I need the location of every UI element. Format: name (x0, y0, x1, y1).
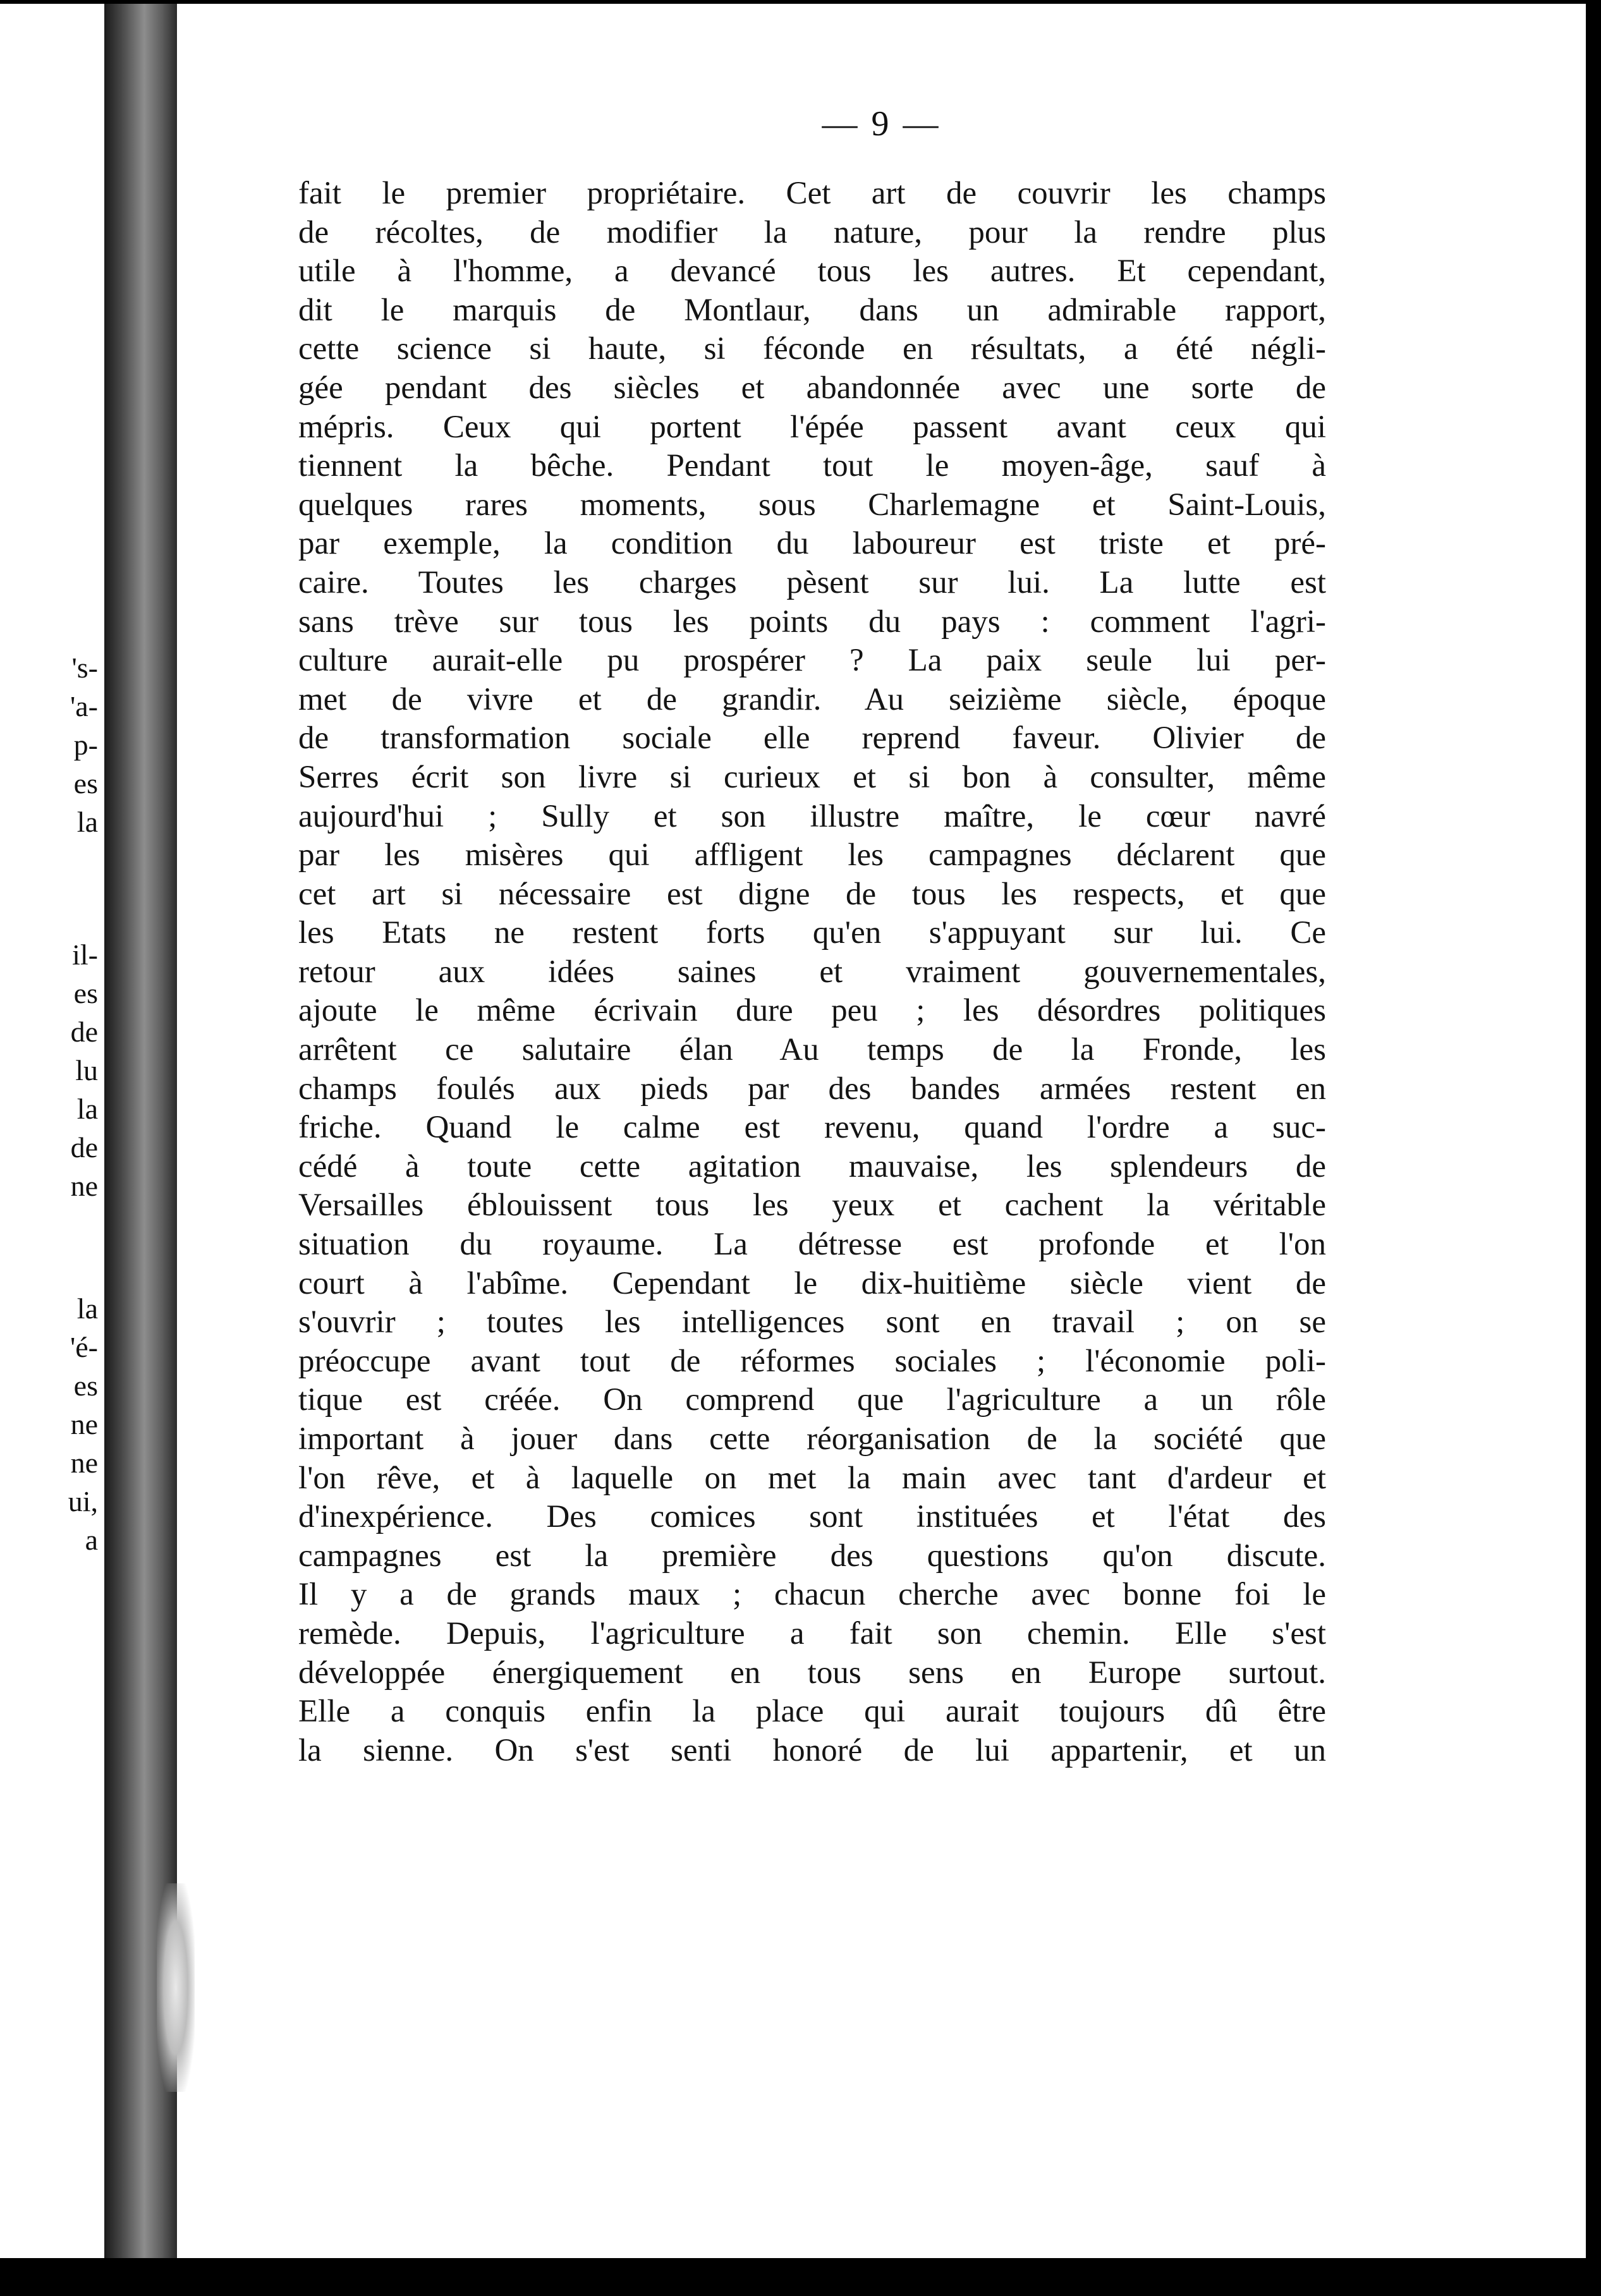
text-line: préoccupe avant tout de réformes sociales ; l'économie poli- (298, 1343, 1326, 1379)
text-line: la sienne. On s'est senti honoré de lui appartenir, et un (298, 1732, 1326, 1768)
facing-line: es (73, 767, 98, 799)
text-line: aujourd'hui ; Sully et son illustre maître, le cœur navré (298, 798, 1326, 834)
facing-line: es (73, 977, 98, 1009)
text-line: friche. Quand le calme est revenu, quand l'ordre a suc- (298, 1110, 1326, 1146)
scan-frame-top (0, 0, 1601, 4)
text-line: les Etats ne restent forts qu'en s'appuyant sur lui. Ce (298, 915, 1326, 951)
text-line: Versailles éblouissent tous les yeux et cachent la véritable (298, 1187, 1326, 1224)
text-line: de transformation sociale elle reprend faveur. Olivier de (298, 720, 1326, 756)
facing-line: la (76, 1093, 98, 1125)
text-line: développée énergiquement en tous sens en Europe surtout. (298, 1655, 1326, 1691)
facing-line: p- (73, 729, 98, 761)
text-line: arrêtent ce salutaire élan Au temps de la Fronde, les (298, 1032, 1326, 1068)
text-line: tiennent la bêche. Pendant tout le moyen-âge, sauf à (298, 448, 1326, 484)
text-line: de récoltes, de modifier la nature, pour la rendre plus (298, 214, 1326, 250)
text-line: sans trève sur tous les points du pays : comment l'agri- (298, 604, 1326, 640)
text-line: Elle a conquis enfin la place qui aurait toujours dû être (298, 1694, 1326, 1730)
text-line: l'on rêve, et à laquelle on met la main avec tant d'ardeur et (298, 1460, 1326, 1496)
text-line: Il y a de grands maux ; chacun cherche avec bonne foi le (298, 1577, 1326, 1613)
text-line: par exemple, la condition du laboureur est triste et pré- (298, 526, 1326, 562)
facing-line: ui, (68, 1485, 98, 1517)
facing-line: a (85, 1524, 98, 1556)
text-line: remède. Depuis, l'agriculture a fait son chemin. Elle s'est (298, 1615, 1326, 1651)
text-line: gée pendant des siècles et abandonnée avec une sorte de (298, 370, 1326, 406)
scan-frame-right (1586, 0, 1601, 2296)
text-line: cet art si nécessaire est digne de tous les respects, et que (298, 876, 1326, 912)
facing-page-fragment-block (0, 648, 104, 841)
text-line: tique est créée. On comprend que l'agriculture a un rôle (298, 1382, 1326, 1418)
text-line: quelques rares moments, sous Charlemagne et Saint-Louis, (298, 487, 1326, 523)
text-line: cédé à toute cette agitation mauvaise, les splendeurs de (298, 1148, 1326, 1184)
facing-line: es (73, 1370, 98, 1402)
facing-page-edge (0, 0, 104, 2296)
facing-line: ne (70, 1170, 98, 1202)
text-line: situation du royaume. La détresse est profonde et l'on (298, 1227, 1326, 1263)
text-line: d'inexpérience. Des comices sont instituées et l'état des (298, 1499, 1326, 1535)
facing-line: ne (70, 1408, 98, 1440)
text-line: caire. Toutes les charges pèsent sur lui. La lutte est (298, 564, 1326, 600)
facing-page-fragment-block (0, 1289, 104, 1559)
facing-line: lu (75, 1054, 98, 1086)
text-line: retour aux idées saines et vraiment gouvernementales, (298, 954, 1326, 990)
text-line: par les misères qui affligent les campagnes déclarent que (298, 837, 1326, 873)
text-line: court à l'abîme. Cependant le dix-huitième siècle vient de (298, 1265, 1326, 1301)
body-text (298, 174, 1326, 1770)
text-line: campagnes est la première des questions qu'on discute. (298, 1538, 1326, 1574)
facing-line: 'é- (70, 1331, 98, 1363)
text-line: dit le marquis de Montlaur, dans un admirable rapport, (298, 292, 1326, 328)
text-line: culture aurait-elle pu prospérer ? La paix seule lui per- (298, 643, 1326, 679)
facing-line: la (76, 1292, 98, 1325)
page-number: — 9 — (822, 104, 941, 143)
text-line: ajoute le même écrivain dure peu ; les désordres politiques (298, 993, 1326, 1029)
facing-line: de (70, 1016, 98, 1048)
text-line: met de vivre et de grandir. Au seizième siècle, époque (298, 681, 1326, 717)
facing-line: il- (72, 938, 98, 971)
facing-line: la (76, 806, 98, 838)
facing-line: 'a- (70, 690, 98, 722)
text-line: mépris. Ceux qui portent l'épée passent avant ceux qui (298, 409, 1326, 445)
text-page (177, 4, 1586, 2258)
facing-line: 's- (71, 652, 98, 684)
text-line: fait le premier propriétaire. Cet art de couvrir les champs (298, 176, 1326, 211)
scan-frame-bottom (0, 2258, 1601, 2296)
facing-line: ne (70, 1447, 98, 1479)
text-line: champs foulés aux pieds par des bandes armées restent en (298, 1071, 1326, 1107)
text-line: cette science si haute, si féconde en résultats, a été négli- (298, 331, 1326, 367)
text-line: Serres écrit son livre si curieux et si bon à consulter, même (298, 759, 1326, 795)
text-line: s'ouvrir ; toutes les intelligences sont en travail ; on se (298, 1304, 1326, 1340)
text-line: utile à l'homme, a devancé tous les autres. Et cependant, (298, 253, 1326, 289)
facing-page-fragment-block (0, 935, 104, 1205)
facing-line: de (70, 1131, 98, 1163)
text-line: important à jouer dans cette réorganisation de la société que (298, 1421, 1326, 1457)
